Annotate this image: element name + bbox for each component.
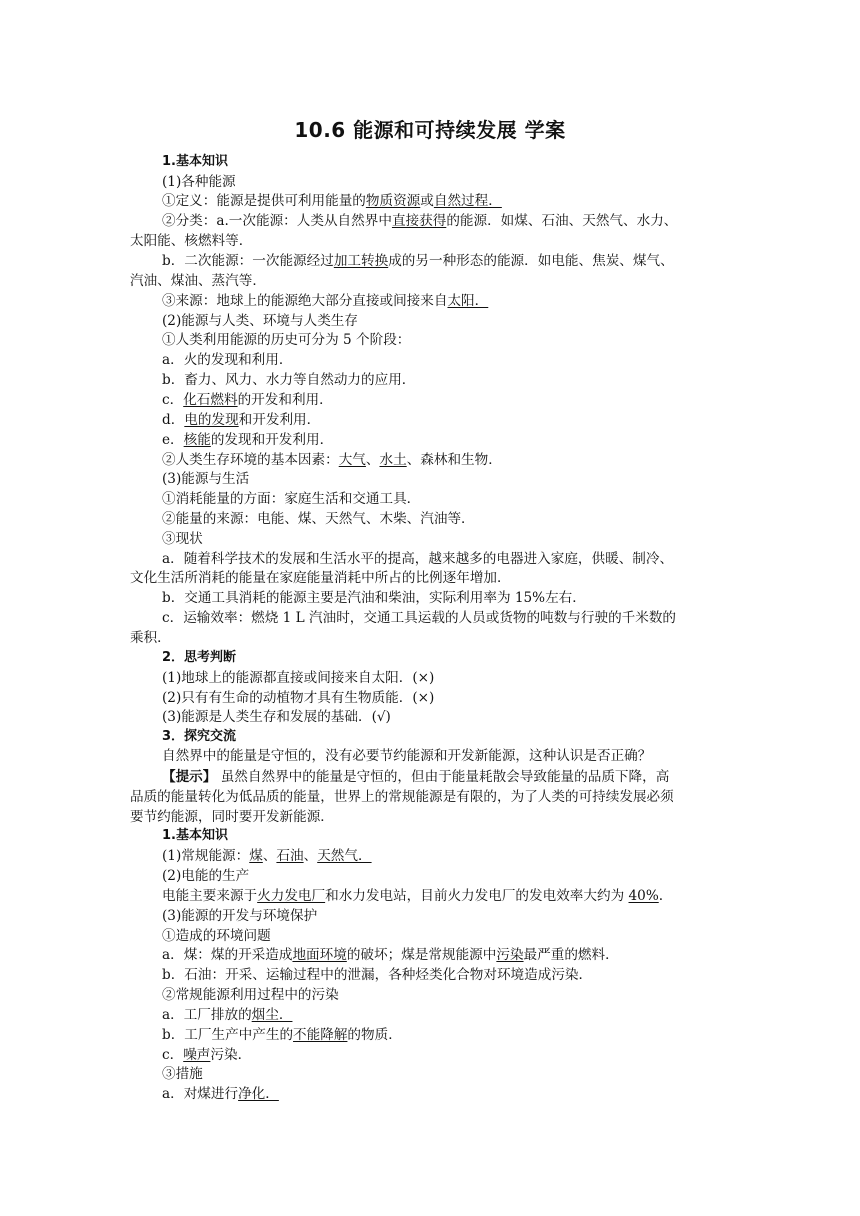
- text-line: ③措施: [162, 1066, 203, 1082]
- text-line: (3)能源是人类生存和发展的基础．(√): [162, 709, 391, 725]
- subheading-electricity: (2)电能的生产: [162, 868, 250, 884]
- text-line: ①消耗能量的方面：家庭生活和交通工具．: [162, 491, 421, 507]
- text-line: b．二次能源：一次能源经过加工转换成的另一种形态的能源．如电能、焦炭、煤气、: [162, 253, 674, 269]
- text-line: ②常规能源利用过程中的污染: [162, 987, 339, 1003]
- text-line: ③现状: [162, 531, 203, 547]
- text-line: 乘积．: [130, 630, 171, 646]
- text-line: ②分类：a.一次能源：人类从自然界中直接获得的能源．如煤、石油、天然气、水力、: [162, 213, 678, 229]
- subheading-energy-life: (3)能源与生活: [162, 471, 250, 487]
- text-line: 自然界中的能量是守恒的，没有必要节约能源和开发新能源，这种认识是否正确？: [162, 748, 652, 764]
- text-line: a．煤：煤的开采造成地面环境的破坏；煤是常规能源中污染最严重的燃料．: [162, 947, 619, 963]
- section-heading-judgement: 2．思考判断: [162, 650, 237, 665]
- subheading-energy-humans: (2)能源与人类、环境与人类生存: [162, 313, 358, 329]
- text-line: ①造成的环境问题: [162, 928, 271, 944]
- hint-line: 品质的能量转化为低品质的能量，世界上的常规能源是有限的，为了人类的可持续发展必须: [130, 789, 674, 805]
- text-line: 汽油、煤油、蒸汽等．: [130, 273, 266, 289]
- text-line: b．工厂生产中产生的不能降解的物质．: [162, 1027, 402, 1043]
- text-line: c．运输效率：燃烧 1 L 汽油时，交通工具运载的人员或货物的吨数与行驶的千米数的: [162, 610, 677, 626]
- text-line: (1)地球上的能源都直接或间接来自太阳．(×): [162, 670, 435, 686]
- hint-line: 要节约能源，同时要开发新能源．: [130, 809, 334, 825]
- subheading-energy-types: (1)各种能源: [162, 174, 236, 190]
- text-line: b．畜力、风力、水力等自然动力的应用．: [162, 372, 416, 388]
- text-line: (1)常规能源：煤、石油、天然气．: [162, 848, 372, 864]
- text-line: a．火的发现和利用．: [162, 352, 293, 368]
- text-line: d．电的发现和开发利用．: [162, 412, 321, 428]
- section-heading-basic-knowledge: 1.基本知识: [162, 154, 228, 169]
- text-line: 太阳能、核燃料等．: [130, 233, 253, 249]
- text-line: b．交通工具消耗的能源主要是汽油和柴油，实际利用率为 15%左右．: [162, 590, 586, 606]
- text-line: ③来源：地球上的能源绝大部分直接或间接来自太阳．: [162, 293, 489, 309]
- text-line: 电能主要来源于火力发电厂和水力发电站，目前火力发电厂的发电效率大约为 40%.: [162, 888, 664, 904]
- text-line: ①人类利用能源的历史可分为 5 个阶段：: [162, 332, 411, 348]
- section-heading-discussion: 3．探究交流: [162, 729, 237, 744]
- text-line: c．噪声污染．: [162, 1047, 252, 1063]
- hint-line: 【提示】 虽然自然界中的能量是守恒的，但由于能量耗散会导致能量的品质下降，高: [162, 769, 670, 785]
- hint-label: 【提示】: [162, 769, 217, 785]
- text-line: ①定义：能源是提供可利用能量的物质资源或自然过程．: [162, 193, 502, 209]
- page-title: 10.6 能源和可持续发展 学案: [294, 118, 566, 142]
- section-heading-basic-knowledge-2: 1.基本知识: [162, 828, 228, 843]
- text-line: ②人类生存环境的基本因素：大气、水土、森林和生物．: [162, 452, 502, 468]
- text-line: e．核能的发现和开发利用．: [162, 432, 334, 448]
- text-line: b．石油：开采、运输过程中的泄漏，各种烃类化合物对环境造成污染．: [162, 967, 593, 983]
- text-line: a．对煤进行净化．: [162, 1086, 279, 1102]
- text-line: a．工厂排放的烟尘．: [162, 1007, 293, 1023]
- text-line: c．化石燃料的开发和利用．: [162, 392, 333, 408]
- text-line: ②能量的来源：电能、煤、天然气、木柴、汽油等．: [162, 511, 475, 527]
- text-line: 文化生活所消耗的能量在家庭能量消耗中所占的比例逐年增加．: [130, 570, 511, 586]
- text-line: a．随着科学技术的发展和生活水平的提高，越来越多的电器进入家庭，供暖、制冷、: [162, 551, 674, 567]
- text-line: (2)只有有生命的动植物才具有生物质能．(×): [162, 690, 435, 706]
- subheading-environment: (3)能源的开发与环境保护: [162, 908, 318, 924]
